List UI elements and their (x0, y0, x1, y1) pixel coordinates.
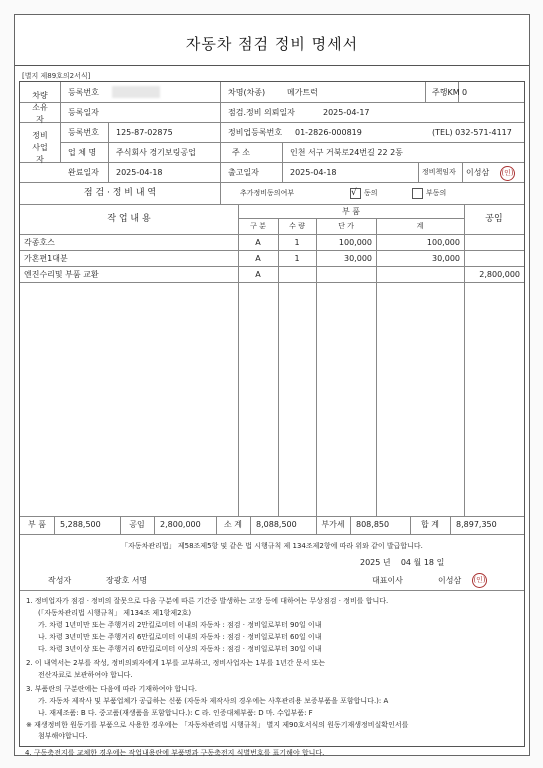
biz-reg-label: 정비업등록번호 (228, 128, 283, 137)
address-value: 인천 서구 거북로24번길 22 2동 (290, 148, 403, 157)
consent-label: 추가정비동의여부 (240, 189, 295, 197)
complete-date-label: 완료일자 (68, 168, 99, 177)
issue-month: 04 (400, 558, 411, 567)
request-date-label: 점검.정비 의뢰일자 (228, 108, 295, 117)
note-line: 다. 차령 3년이상 또는 주행거리 6만킬로미터 이상의 자동차 : 점검 · 정비일로부터 30일 이내 (38, 645, 322, 653)
issue-year-unit: 년 (382, 558, 391, 567)
mileage-value: 0 (462, 88, 468, 97)
mileage-label: 주행KM (432, 88, 460, 97)
check-mark: √ (351, 188, 357, 198)
col-qty: 수 량 (289, 222, 305, 230)
item-name: 엔진수리및 부품 교환 (24, 270, 99, 279)
issue-month-unit: 월 (413, 558, 422, 567)
item-kind: A (255, 254, 261, 263)
release-date-value: 2025-04-18 (290, 168, 337, 177)
item-name: 각종호스 (24, 238, 55, 247)
item-name: 가혼편1대분 (24, 254, 68, 263)
item-qty: 1 (294, 254, 300, 263)
writer-value: 장광호 서명 (106, 576, 148, 585)
rep-value: 이성삼 (438, 576, 462, 585)
statement-frame (19, 81, 525, 747)
item-unit-price: 100,000 (338, 238, 372, 247)
note-line: (「자동차관리법 시행규칙」 제134조 제1항제2호) (38, 609, 192, 617)
item-kind: A (255, 238, 261, 247)
form-label: [별지 제89호의2서식] (22, 72, 91, 80)
owner-section-label: 차량 소유자 (32, 91, 48, 124)
disagree-label: 부동의 (426, 189, 447, 197)
item-labor: 2,800,000 (479, 270, 520, 279)
owner-reg-date-label: 등록일자 (68, 108, 99, 117)
business-tel: (TEL) 032-571-4117 (432, 128, 512, 137)
col-total: 계 (416, 222, 424, 230)
note-line: 나. 재제조품: B 다. 중고품(재생품을 포함합니다.): C 라. 인증대체부품: D 마. 수입부품: F (38, 709, 313, 717)
note-line: 1. 정비업자가 점검 · 정비의 잘못으로 다음 구분에 따른 기간중 발생하는 고장 등에 대하여는 무상점검 · 정비를 합니다. (26, 597, 389, 605)
item-unit-price: 30,000 (344, 254, 372, 263)
business-reg-no-value: 125-87-02875 (116, 128, 173, 137)
total-labor-label: 공임 (129, 520, 145, 529)
title-divider (15, 65, 529, 66)
business-reg-no-label: 등록번호 (68, 128, 99, 137)
total-parts-value: 5,288,500 (60, 520, 101, 529)
document-title: 자동차 점검 정비 명세서 (185, 35, 359, 53)
manager-seal: (인) (500, 166, 515, 181)
note-line: 가. 차령 1년미만 또는 주행거리 2만킬로미터 이내의 자동차 : 점검 · 정비일로부터 90일 이내 (38, 621, 322, 629)
item-qty: 1 (294, 238, 300, 247)
request-date-value: 2025-04-17 (323, 108, 370, 117)
note-line: 첨부해야합니다. (38, 732, 88, 740)
parts-header: 부 품 (342, 207, 360, 216)
note-line: 나. 차령 3년미만 또는 주행거리 6만킬로미터 이내의 자동차 : 점검 · 정비일로부터 60일 이내 (38, 633, 322, 641)
vat-label: 부가세 (321, 520, 345, 529)
company-value: 주식회사 경기보링공업 (116, 148, 196, 157)
subtotal-label: 소 계 (224, 520, 242, 529)
biz-reg-value: 01-2826-000819 (295, 128, 362, 137)
company-label: 업 체 명 (68, 148, 97, 157)
note-line: 3. 부품란의 구분란에는 다음에 따라 기재하여야 합니다. (26, 685, 198, 693)
business-section-label: 정비 사업자 (32, 131, 48, 164)
model-value: 메가트럭 (287, 88, 318, 97)
work-header: 작 업 내 용 (107, 214, 151, 224)
model-label: 차명(차종) (228, 88, 266, 97)
note-line: ※ 재생정비한 원동기를 부품으로 사용한 경우에는 「자동차관리법 시행규칙」 별지 제90호서식의 원동기재생정비실확인서를 (26, 721, 409, 729)
legal-statement: 「자동차관리법」 제58조제5항 및 같은 법 시행규칙 제 134조제2항에 따라 위와 같이 발급합니다. (121, 542, 423, 550)
manager-value: 이성삼 (466, 168, 490, 177)
total-parts-label: 부 품 (28, 520, 46, 529)
item-total: 100,000 (426, 238, 460, 247)
note-line: 가. 자동차 제작사 및 부품업체가 공급하는 신품 (자동차 제작사의 경우에는 사후관리용 보증부품을 포함합니다.): A (38, 697, 389, 705)
issue-day-unit: 일 (436, 558, 445, 567)
rep-seal: (인) (472, 573, 487, 588)
note-line: 2. 이 내역서는 2부를 작성, 정비의뢰자에게 1부를 교부하고, 정비사업자는 1부를 1년간 문서 또는 (26, 659, 326, 667)
note-line: 4. 구동축전지를 교체한 경우에는 작업내용란에 부품명과 구동축전지 식별번호를 표기해야 합니다. (25, 749, 325, 757)
grand-total-label: 합 계 (421, 520, 439, 529)
total-labor-value: 2,800,000 (160, 520, 201, 529)
issue-year: 2025 (360, 558, 381, 567)
address-label: 주 소 (232, 148, 250, 157)
owner-reg-no-label: 등록번호 (68, 88, 99, 97)
subtotal-value: 8,088,500 (256, 520, 297, 529)
note-line: 전산자료로 보관하여야 합니다. (38, 671, 133, 679)
labor-header: 공임 (485, 214, 503, 224)
rep-label: 대표이사 (372, 576, 403, 585)
item-total: 30,000 (432, 254, 460, 263)
details-header: 점 검 · 정 비 내 역 (83, 188, 157, 198)
complete-date-value: 2025-04-18 (116, 168, 163, 177)
item-kind: A (255, 270, 261, 279)
agree-label: 동의 (364, 189, 378, 197)
vat-value: 808,850 (356, 520, 390, 529)
manager-label: 정비책임자 (422, 168, 456, 176)
disagree-checkbox[interactable] (412, 188, 423, 199)
issue-date (360, 559, 444, 567)
redacted-reg-no (112, 86, 160, 98)
grand-total-value: 8,897,350 (456, 520, 497, 529)
agree-checkbox[interactable] (350, 188, 361, 199)
col-kind: 구 분 (250, 222, 266, 230)
issue-day: 18 (423, 558, 435, 567)
writer-label: 작성자 (48, 576, 72, 585)
col-unit: 단 가 (338, 222, 354, 230)
release-date-label: 출고일자 (228, 168, 259, 177)
document-page (14, 14, 530, 756)
